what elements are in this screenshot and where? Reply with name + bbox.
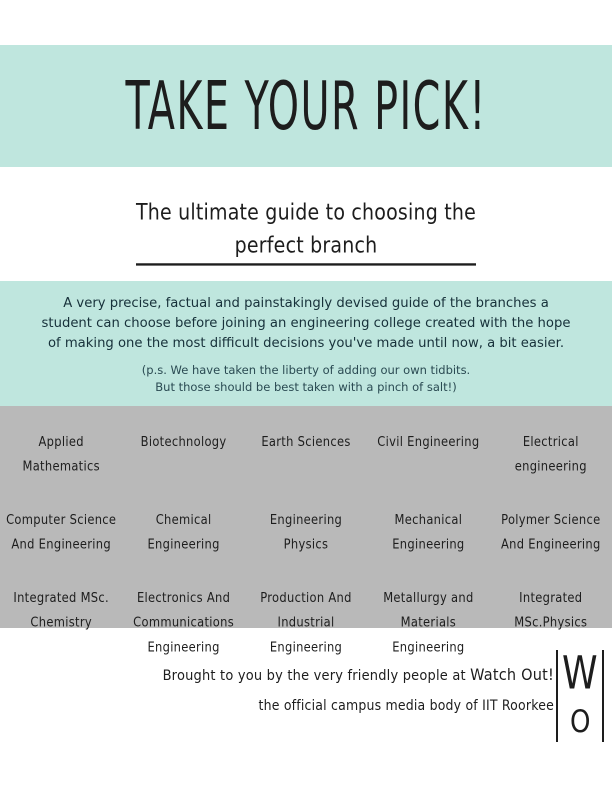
branch-cell: Civil Engineering	[377, 433, 480, 450]
description-line-3: of making one the most difficult decisions you've made until now, a bit easier.	[47, 336, 565, 351]
watch-out-logo	[556, 650, 604, 742]
logo-letter-o: O	[570, 704, 591, 741]
branch-cell: Applied Mathematics	[22, 433, 100, 474]
branch-cell: Metallurgy and Materials Engineering	[383, 589, 474, 655]
branch-grid-band	[0, 406, 612, 655]
branch-cell: Production And Industrial Engineering	[260, 589, 352, 655]
branch-cell: Electrical engineering	[514, 433, 587, 474]
subtitle-line-2: perfect branch	[234, 232, 378, 259]
description-note	[20, 362, 592, 396]
description-line-2: student can choose before joining an engineering college created with the hope	[41, 316, 571, 331]
subtitle-wrapper	[0, 196, 612, 259]
footer-brand: Watch Out!	[470, 666, 554, 685]
page-title: TAKE YOUR PICK!	[125, 66, 487, 146]
description-text	[20, 294, 592, 354]
description-line-1: A very precise, factual and painstakingly devised guide of the branches a	[63, 296, 549, 311]
branch-cell: Electronics And Communications Engineering	[133, 589, 235, 655]
footer	[0, 648, 612, 758]
branch-cell: Earth Sciences	[261, 433, 351, 450]
description-band	[0, 281, 612, 406]
branch-cell: Computer Science And Engineering	[6, 511, 117, 552]
footer-credit-prefix: Brought to you by the very friendly people at	[162, 667, 466, 685]
branch-cell: Integrated MSc.Physics	[514, 589, 588, 630]
footer-tagline: the official campus media body of IIT Roorkee	[258, 696, 554, 714]
logo-letter-w: W	[562, 648, 598, 700]
footer-credit-line	[163, 663, 554, 689]
branch-cell: Biotechnology	[140, 433, 227, 450]
note-line-1: (p.s. We have taken the liberty of adding our own tidbits.	[141, 363, 471, 377]
branch-cell: Integrated MSc. Chemistry	[13, 589, 109, 630]
branch-cell: Mechanical Engineering	[392, 511, 465, 552]
note-line-2: But those should be best taken with a pinch of salt!)	[155, 380, 457, 394]
branch-cell: Engineering Physics	[269, 511, 343, 552]
footer-credit	[163, 663, 554, 715]
subtitle-line-1: The ultimate guide to choosing the	[135, 199, 477, 226]
branch-cell: Chemical Engineering	[147, 511, 220, 552]
branch-grid	[0, 418, 612, 660]
title-band	[0, 45, 612, 167]
branch-cell: Polymer Science And Engineering	[500, 511, 601, 552]
subtitle	[136, 196, 476, 266]
